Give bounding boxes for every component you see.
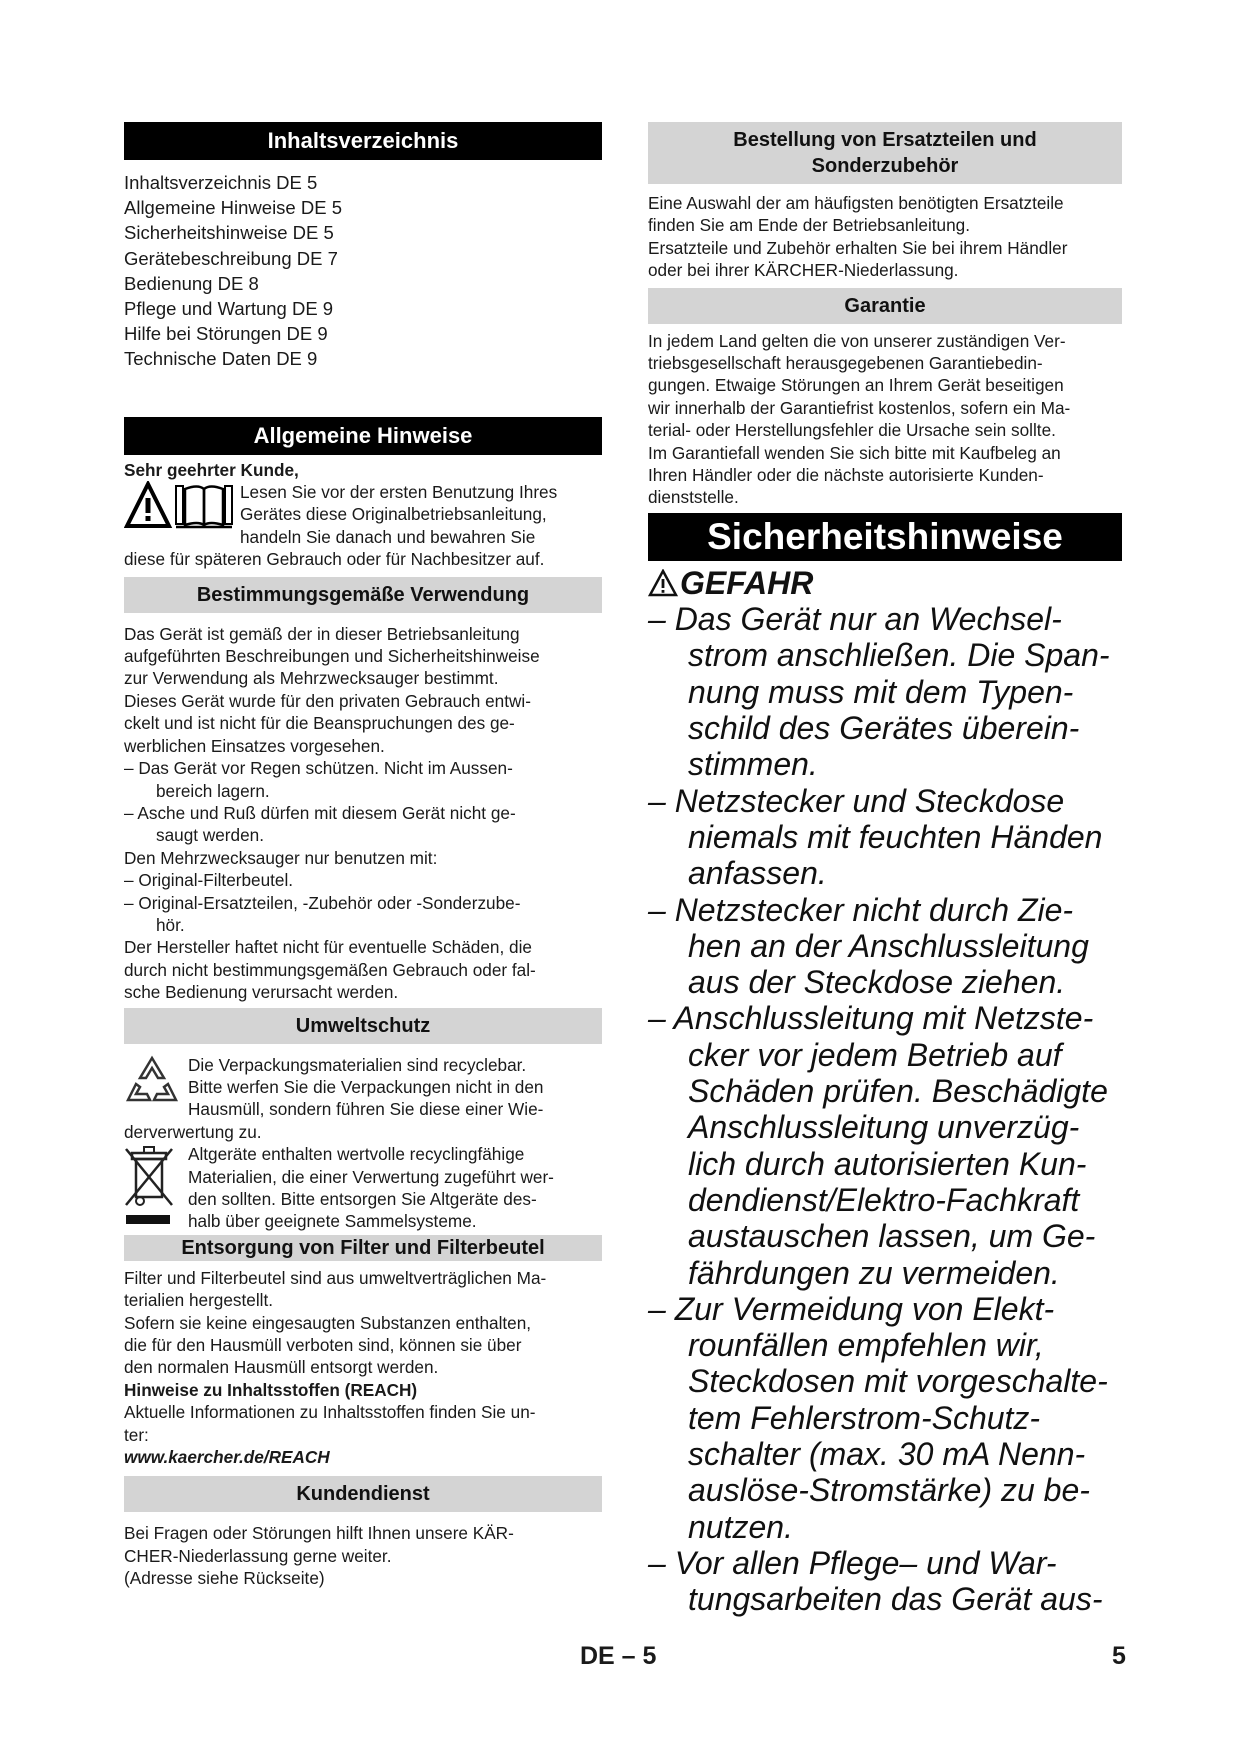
text-line: dendienst/Elektro-Fachkraft [688, 1181, 1080, 1218]
text-line: Das Gerät ist gemäß der in dieser Betriebsanleitung [124, 623, 520, 644]
text-line: austauschen lassen, um Ge- [688, 1218, 1096, 1255]
text-line: Dieses Gerät wurde für den privaten Gebrauch entwi- [124, 690, 531, 711]
text-line: hör. [156, 914, 185, 935]
text-line: (Adresse siehe Rückseite) [124, 1568, 325, 1589]
text-line: Aktuelle Informationen zu Inhaltsstoffen finden Sie un- [124, 1402, 536, 1423]
text-line: Steckdosen mit vorgeschalte- [688, 1363, 1108, 1400]
text-line: Anschlussleitung unverzüg- [688, 1109, 1080, 1146]
read-manual-block [124, 481, 602, 548]
text-line: Altgeräte enthalten wertvolle recyclingfähige [188, 1144, 525, 1165]
footer-section-label: DE – 5 [580, 1642, 657, 1670]
text-line: durch nicht bestimmungsgemäßen Gebrauch oder fal- [124, 959, 536, 980]
safety-item [648, 1291, 1122, 1545]
reach-title: Hinweise zu Inhaltsstoffen (REACH) [124, 1379, 418, 1400]
text-line: den normalen Hausmüll entsorgt werden. [124, 1357, 439, 1378]
text-line: In jedem Land gelten die von unserer zuständigen Ver- [648, 330, 1066, 351]
text-line: aufgeführten Beschreibungen und Sicherheitshinweise [124, 646, 540, 667]
text-line: Bei Fragen oder Störungen hilft Ihnen unsere KÄR- [124, 1523, 514, 1544]
text-line: CHER-Niederlassung gerne weiter. [124, 1545, 392, 1566]
toc-item[interactable]: Inhaltsverzeichnis DE 5 [124, 172, 318, 193]
text-line: wir innerhalb der Garantiefrist kostenlos, sofern ein Ma- [648, 397, 1071, 418]
text-line: – Das Gerät nur an Wechsel- [648, 601, 1062, 638]
text-line: gungen. Etwaige Störungen an Ihrem Gerät beseitigen [648, 375, 1064, 396]
crossed-bin-icon [124, 1143, 176, 1227]
text-line: – Netzstecker und Steckdose [648, 782, 1065, 819]
text-line: tem Fehlerstrom-Schutz- [688, 1399, 1041, 1436]
safety-item [648, 1000, 1122, 1290]
text-line: bereich lagern. [156, 780, 270, 801]
text-line: Sofern sie keine eingesaugten Substanzen enthalten, [124, 1312, 532, 1333]
text-line: zur Verwendung als Mehrzwecksauger bestimmt. [124, 668, 499, 689]
safety-item [648, 1545, 1122, 1618]
text-line: Eine Auswahl der am häufigsten benötigten Ersatzteile [648, 193, 1064, 213]
text-line: werblichen Einsatzes vorgesehen. [124, 735, 385, 756]
safety-item [648, 892, 1122, 1001]
text-line: Im Garantiefall wenden Sie sich bitte mit Kaufbeleg an [648, 442, 1061, 463]
text-line: Schäden prüfen. Beschädigte [688, 1073, 1108, 1110]
text-line: Filter und Filterbeutel sind aus umweltverträglichen Ma- [124, 1267, 547, 1288]
text-line: – Netzstecker nicht durch Zie- [648, 891, 1074, 928]
toc-item[interactable]: Allgemeine Hinweise DE 5 [124, 197, 342, 219]
warning-book-icon [124, 481, 236, 531]
text-line: cker vor jedem Betrieb auf [688, 1036, 1062, 1073]
toc-heading: Inhaltsverzeichnis [124, 122, 602, 160]
toc-item[interactable]: Technische Daten DE 9 [124, 348, 318, 370]
text-line: auslöse-Stromstärke) zu be- [688, 1472, 1090, 1509]
general-line: Lesen Sie vor der ersten Benutzung Ihres [240, 482, 558, 503]
list-item: – Original-Ersatzteilen, -Zubehör oder -Sonderzube- [124, 892, 521, 913]
toc-item[interactable]: Hilfe bei Störungen DE 9 [124, 323, 328, 345]
text-line: triebsgesellschaft herausgegebenen Garantiebedin- [648, 353, 1043, 374]
general-line: handeln Sie danach und bewahren Sie [240, 526, 536, 547]
parts-heading [648, 122, 1122, 184]
safety-heading: Sicherheitshinweise [648, 513, 1122, 561]
text-line: – Vor allen Pflege– und War- [648, 1544, 1057, 1581]
text-line: – Anschlussleitung mit Netzste- [648, 1000, 1094, 1037]
text-line: fährdungen zu vermeiden. [688, 1254, 1060, 1291]
warranty-heading: Garantie [648, 288, 1122, 324]
text-line: ter: [124, 1424, 149, 1445]
danger-label [648, 565, 1122, 601]
warranty-body [648, 330, 1122, 509]
text-line: halb über geeignete Sammelsysteme. [188, 1211, 477, 1232]
parts-heading-line: Bestellung von Ersatzteilen und [733, 129, 1037, 151]
text-line: sche Bedienung verursacht werden. [124, 982, 399, 1003]
text-line: tungsarbeiten das Gerät aus- [688, 1581, 1103, 1618]
safety-item [648, 783, 1122, 892]
text-line: saugt werden. [156, 825, 264, 846]
warning-icon [648, 569, 678, 597]
environment-heading: Umweltschutz [124, 1008, 602, 1044]
text-line: finden Sie am Ende der Betriebsanleitung. [648, 215, 970, 236]
text-line: terialien hergestellt. [124, 1290, 274, 1311]
danger-text: GEFAHR [680, 564, 814, 601]
text-line: rounfällen empfehlen wir, [688, 1327, 1044, 1364]
service-body [124, 1522, 602, 1589]
text-line: Hausmüll, sondern führen Sie diese einer Wie- [188, 1099, 544, 1120]
list-item: – Asche und Ruß dürfen mit diesem Gerät nicht ge- [124, 802, 516, 823]
text-line: stimmen. [688, 746, 818, 783]
toc-item[interactable]: Gerätebeschreibung DE 7 [124, 247, 338, 269]
text-line: lich durch autorisierten Kun- [688, 1145, 1087, 1182]
text-line: schild des Gerätes überein- [688, 710, 1080, 747]
text-line: niemals mit feuchten Händen [688, 818, 1103, 855]
text-line: aus der Steckdose ziehen. [688, 964, 1066, 1001]
right-column [648, 122, 1122, 1617]
text-line: den sollten. Bitte entsorgen Sie Altgeräte des- [188, 1189, 537, 1209]
toc-list [124, 170, 602, 372]
page-number: 5 [1112, 1642, 1126, 1670]
danger-block [648, 565, 1122, 1618]
text-line: derverwertung zu. [124, 1121, 262, 1142]
text-line: Den Mehrzwecksauger nur benutzen mit: [124, 847, 438, 868]
safety-item [648, 601, 1122, 782]
list-item: – Original-Filterbeutel. [124, 870, 294, 891]
intended-use-body [124, 623, 602, 1004]
intended-use-heading: Bestimmungsgemäße Verwendung [124, 577, 602, 613]
text-line: Bitte werfen Sie die Verpackungen nicht in den [188, 1076, 544, 1097]
recycle-icon [124, 1054, 180, 1106]
text-line: ckelt und ist nicht für die Beanspruchungen des ge- [124, 713, 515, 734]
general-heading: Allgemeine Hinweise [124, 417, 602, 455]
text-line: anfassen. [688, 855, 827, 892]
text-line: hen an der Anschlussleitung [688, 927, 1089, 964]
text-line: strom anschließen. Die Span- [688, 637, 1110, 674]
text-line: Ersatzteile und Zubehör erhalten Sie bei ihrem Händler [648, 237, 1068, 258]
disposal-heading: Entsorgung von Filter und Filterbeutel [124, 1235, 602, 1261]
text-line: terial- oder Herstellungsfehler die Ursache sein sollte. [648, 420, 1056, 441]
general-line: diese für späteren Gebrauch oder für Nachbesitzer auf. [124, 549, 545, 570]
weee-block [124, 1143, 602, 1233]
left-column [124, 122, 602, 1590]
text-line: Die Verpackungsmaterialien sind recyclebar. [188, 1054, 527, 1075]
list-item: – Das Gerät vor Regen schützen. Nicht im Aussen- [124, 758, 513, 779]
reach-link[interactable]: www.kaercher.de/REACH [124, 1447, 330, 1468]
text-line: oder bei ihrer KÄRCHER-Niederlassung. [648, 260, 959, 281]
service-heading: Kundendienst [124, 1476, 602, 1512]
recycle-block [124, 1054, 602, 1121]
text-line: Der Hersteller haftet nicht für eventuelle Schäden, die [124, 937, 532, 958]
toc-item[interactable]: Bedienung DE 8 [124, 272, 259, 294]
toc-item[interactable]: Pflege und Wartung DE 9 [124, 298, 334, 320]
text-line: Ihren Händler oder die nächste autorisierte Kunden- [648, 465, 1044, 486]
text-line: dienststelle. [648, 487, 739, 508]
text-line: nutzen. [688, 1508, 793, 1545]
text-line: – Zur Vermeidung von Elekt- [648, 1290, 1055, 1327]
text-line: die für den Hausmüll verboten sind, können sie über [124, 1335, 522, 1356]
text-line: schalter (max. 30 mA Nenn- [688, 1436, 1086, 1472]
disposal-body [124, 1267, 602, 1469]
general-line: Gerätes diese Originalbetriebsanleitung, [240, 504, 547, 525]
text-line: Materialien, die einer Verwertung zugeführt wer- [188, 1166, 554, 1187]
parts-body [648, 192, 1122, 282]
salutation: Sehr geehrter Kunde, [124, 459, 299, 480]
text-line: nung muss mit dem Typen- [688, 673, 1074, 710]
parts-heading-line: Sonderzubehör [811, 155, 959, 177]
toc-item[interactable]: Sicherheitshinweise DE 5 [124, 222, 334, 244]
